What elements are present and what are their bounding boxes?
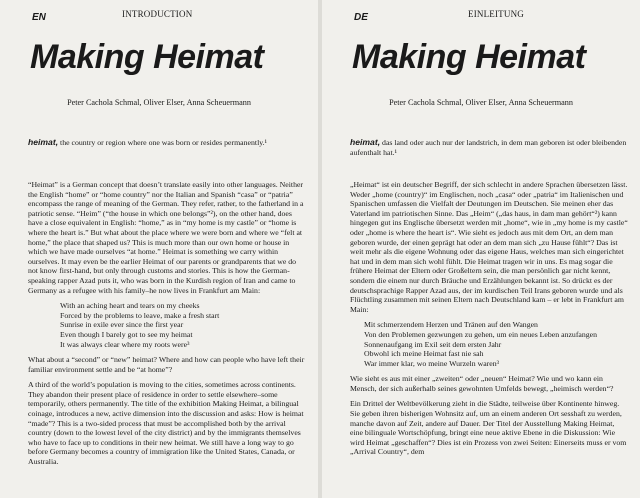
body-text xyxy=(350,180,628,463)
paragraph: “Heimat” is a German concept that doesn’t translate easily into other languages. Neither the English “home” or “home country” nor the Italian and Spanish “casa” or “patria” encompass the range of meaning of the German. They refer, rather, to the fatherland in a patriotic sense. “Heim” (“the house in which one belongs”²), on the other hand, does have a close equivalent in English: “home,” as in “my home is my castle” or “home is where the heart is.” But what about the place where we were born and where we “felt at home,” the place that shaped us? This is much more than our own home or house in which we have made ourselves “at home.” Heimat is something we carry within ourselves. It may even be the earlier Heimat of our parents or grandparents that we do not know first-hand, but only through customs and stories. This is how the German-speaking rapper Azad puts it, who was born in the Kurdish region of Iran and came to Germany as a refugee with his family–he now lives in Frankfurt am Main: xyxy=(28,180,304,295)
definition-term: heimat, xyxy=(350,137,381,147)
section-heading: INTRODUCTION xyxy=(122,9,193,19)
section-heading: EINLEITUNG xyxy=(468,9,524,19)
paragraph: A third of the world’s population is moving to the cities, sometimes across continents. They abandon their present place of residence in order to settle elsewhere–some temporarily, others permanently. The title of the exhibition Making Heimat, a bilingual coinage, introduces a new, active dimension into the discussion and asks: How is heimat “made”? This is a two-sided process that must be accomplished both by the arrival country (down to the lowest level of the city district) and by the immigrants themselves who have to face up to conditions in their new heimat. We still have a long way to go before Germany becomes a country of immigration like the United States, Canada, or Australia. xyxy=(28,380,304,467)
paragraph: „Heimat“ ist ein deutscher Begriff, der sich schlecht in andere Sprachen übersetzen lässt. Weder „home (country)“ im Englischen, noch „casa“ oder „patria“ im Italienischen und Spanischen umfassen die Vielfalt der Deutungen im Deutschen. Sie meinen eher das Vaterland im patriotischen Sinne. Das „Heim“ („das haus, in dam man gehört“²) kann hingegen gut ins Englische übersetzt werden mit „home“, wie in „my home is my castle“ oder „home is where the heart is“. Wie sieht es jedoch aus mit dem Ort, an dem man geboren wurde, der einen geprägt hat oder an dem man sich „zu Hause fühlt“? Das ist weit mehr als die eigene Wohnung oder das eigene Haus, welches man sich eingerichtet hat und in dem man sich wohl fühlt. Die Heimat tragen wir in uns. Es mag sogar die frühere Heimat der Eltern oder Großeltern sein, die man persönlich gar nicht kennt, sondern die einem nur durch Bräuche und Erzählungen bekannt ist. So drückt es der deutschsprachige Rapper Azad aus, der im kurdischen Teil Irans geboren wurde und als Flüchtling zusammen mit seinen Eltern nach Deutschland kam – er lebt in Frankfurt am Main: xyxy=(350,180,628,314)
poem-line: War immer klar, wo meine Wurzeln waren³ xyxy=(364,358,499,368)
english-page xyxy=(0,0,318,498)
poem-line: Mit schmerzendem Herzen und Tränen auf den Wangen xyxy=(364,320,538,330)
page-title: Making Heimat xyxy=(352,38,586,76)
german-page xyxy=(322,0,640,498)
poem-line: Even though I barely got to see my heimat xyxy=(60,329,193,339)
authors-line: Peter Cachola Schmal, Oliver Elser, Anna Scheuermann xyxy=(67,98,251,107)
language-label: DE xyxy=(354,12,368,23)
definition xyxy=(28,138,308,148)
paragraph: Wie sieht es aus mit einer „zweiten“ oder „neuen“ Heimat? Wie und wo kann ein Mensch, der sich außerhalb seines gewohnten Umfelds bewegt, „heimisch werden“? xyxy=(350,374,614,393)
definition-text: das land oder auch nur der landstrich, in dem man geboren ist oder bleibenden aufenthalt hat.¹ xyxy=(350,138,627,157)
poem-line: Forced by the problems to leave, make a fresh start xyxy=(60,310,220,320)
definition xyxy=(350,138,630,157)
poem-quote xyxy=(60,301,306,349)
poem-line: Von den Problemen gezwungen zu gehen, um ein neues Leben anzufangen xyxy=(364,329,598,339)
authors-line: Peter Cachola Schmal, Oliver Elser, Anna Scheuermann xyxy=(389,98,573,107)
poem-line: Sunrise in exile ever since the first year xyxy=(60,320,184,330)
poem-line: Sonnenaufgang im Exil seit dem ersten Jahr xyxy=(364,339,502,349)
poem-line: Obwohl ich meine Heimat fast nie sah xyxy=(364,349,484,359)
paragraph: Ein Drittel der Weltbevölkerung zieht in die Städte, teilweise über Kontinente hinweg. Sie geben ihren bisherigen Wohnsitz auf, um an einem anderen Ort sesshaft zu werden, manche davon auf Zeit, andere auf Dauer. Der Titel der Ausstellung Making Heimat, eine bilinguale Wortschöpfung, bringt eine neue aktive Ebene in die Diskussion: Wie wird Heimat „geschaffen“? Dies ist ein Prozess von zwei Seiten: Einerseits muss er vom „Arrival Country“, dem xyxy=(350,399,627,457)
definition-text: the country or region where one was born or resides permanently.¹ xyxy=(58,138,267,147)
body-text xyxy=(28,180,306,473)
definition-term: heimat, xyxy=(28,137,59,147)
page-title: Making Heimat xyxy=(30,38,264,76)
language-label: EN xyxy=(32,12,46,23)
paragraph: What about a “second” or “new” heimat? Where and how can people who have left their familiar environment settle and be “at home”? xyxy=(28,355,305,374)
poem-line: It was always clear where my roots were³ xyxy=(60,339,190,349)
poem-quote xyxy=(364,320,628,368)
poem-line: With an aching heart and tears on my cheeks xyxy=(60,301,200,311)
